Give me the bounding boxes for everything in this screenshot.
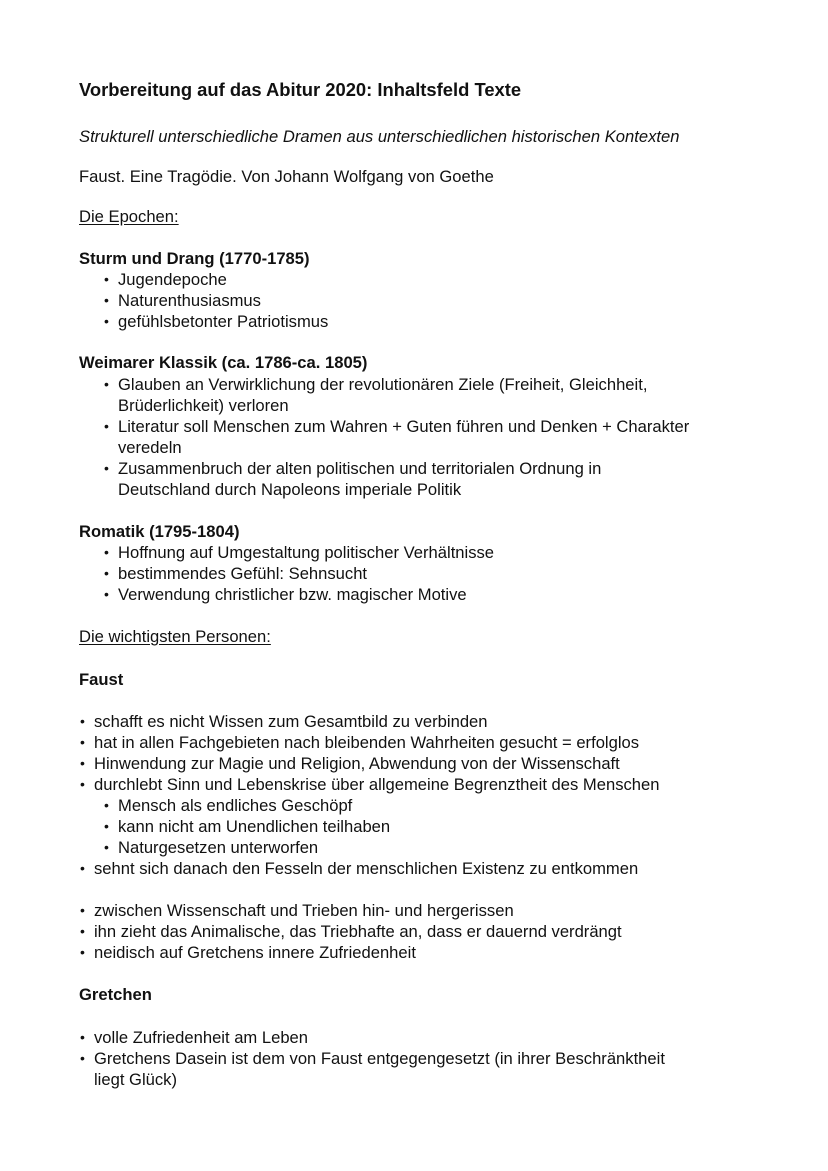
bullet-icon: • [104,839,109,855]
bullet-icon: • [104,565,109,581]
persons-heading: Die wichtigsten Personen: [79,627,271,646]
subtitle: Strukturell unterschiedliche Dramen aus unterschiedlichen historischen Kontexten [79,127,680,146]
bullet-icon: • [80,1029,85,1045]
document-page: Vorbereitung auf das Abitur 2020: Inhaltsfeld Texte Strukturell unterschiedliche Dramen aus unterschiedlichen historischen Kontexten Faust. Eine Tragödie. Von Johann Wolfgang von Goethe Die Epochen: Sturm und Drang (1770-1785) • Jugendepoche • Naturenthusiasmus • gefühlsbetonter Patriotismus Weimarer Klassik (ca. 1786-ca. 1805) • Glauben an Verwirklichung der revolutionären Ziele (Freiheit, Gleichheit, Brüderlichkeit) verloren • Literatur soll Menschen zum Wahren + Guten führen und Denken + Charakter veredeln • Zusammenbruch der alten politischen und territorialen Ordnung in Deutschland durch Napoleons imperiale Politik Romatik (1795-1804) • Hoffnung auf Umgestaltung politischer Verhältnisse • bestimmendes Gefühl: Sehnsucht • Verwendung christlicher bzw. magischer Motive Die wichtigsten Personen: Faust • schafft es nicht Wissen zum Gesamtbild zu verbinden • hat in allen Fachgebieten nach bleibenden Wahrheiten gesucht = erfolglos • Hinwendung zur Magie und Religion, Abwendung von der Wissenschaft • durchlebt Sinn und Lebenskrise über allgemeine Begrenztheit des Menschen • Mensch als endliches Geschöpf • kann nicht am Unendlichen teilhaben • Naturgesetzen unterworfen • sehnt sich danach den Fesseln der menschlichen Existenz zu entkommen • zwischen Wissenschaft und Trieben hin- und hergerissen • ihn zieht das Animalische, das Triebhafte an, dass er dauernd verdrängt • neidisch auf Gretchens innere Zufriedenheit Gretchen • volle Zufriedenheit am Leben • Gretchens Dasein ist dem von Faust entgegengesetzt (in ihrer Beschränktheit liegt Glück) [79,79,690,1089]
page-title: Vorbereitung auf das Abitur 2020: Inhaltsfeld Texte [79,79,522,100]
list-item-continuation: liegt Glück) [94,1070,177,1089]
bullet-icon: • [104,376,109,392]
bullet-icon: • [80,734,85,750]
bullet-icon: • [104,418,109,434]
bullet-icon: • [104,797,109,813]
bullet-icon: • [104,586,109,602]
bullet-icon: • [80,755,85,771]
bullet-icon: • [80,1050,85,1066]
bullet-icon: • [104,460,109,476]
bullet-icon: • [104,292,109,308]
bullet-icon: • [80,860,85,876]
sturm-heading: Sturm und Drang (1770-1785) [79,249,310,268]
bullet-icon: • [80,923,85,939]
list-item-continuation: veredeln [118,438,182,457]
list-item-continuation: Deutschland durch Napoleons imperiale Politik [118,480,462,499]
bullet-icon: • [104,544,109,560]
klassik-heading: Weimarer Klassik (ca. 1786-ca. 1805) [79,353,368,372]
bullet-icon: • [104,271,109,287]
epochs-heading: Die Epochen: [79,207,179,226]
bullet-icon: • [80,944,85,960]
list-item-continuation: Brüderlichkeit) verloren [118,396,289,415]
bullet-icon: • [104,818,109,834]
bullet-icon: • [80,713,85,729]
romantik-heading: Romatik (1795-1804) [79,522,240,541]
bullet-icon: • [80,902,85,918]
bullet-icon: • [80,776,85,792]
bullet-icon: • [104,313,109,329]
faust-heading: Faust [79,670,124,689]
work-title: Faust. Eine Tragödie. Von Johann Wolfgang von Goethe [79,167,494,186]
gretchen-heading: Gretchen [79,985,152,1004]
